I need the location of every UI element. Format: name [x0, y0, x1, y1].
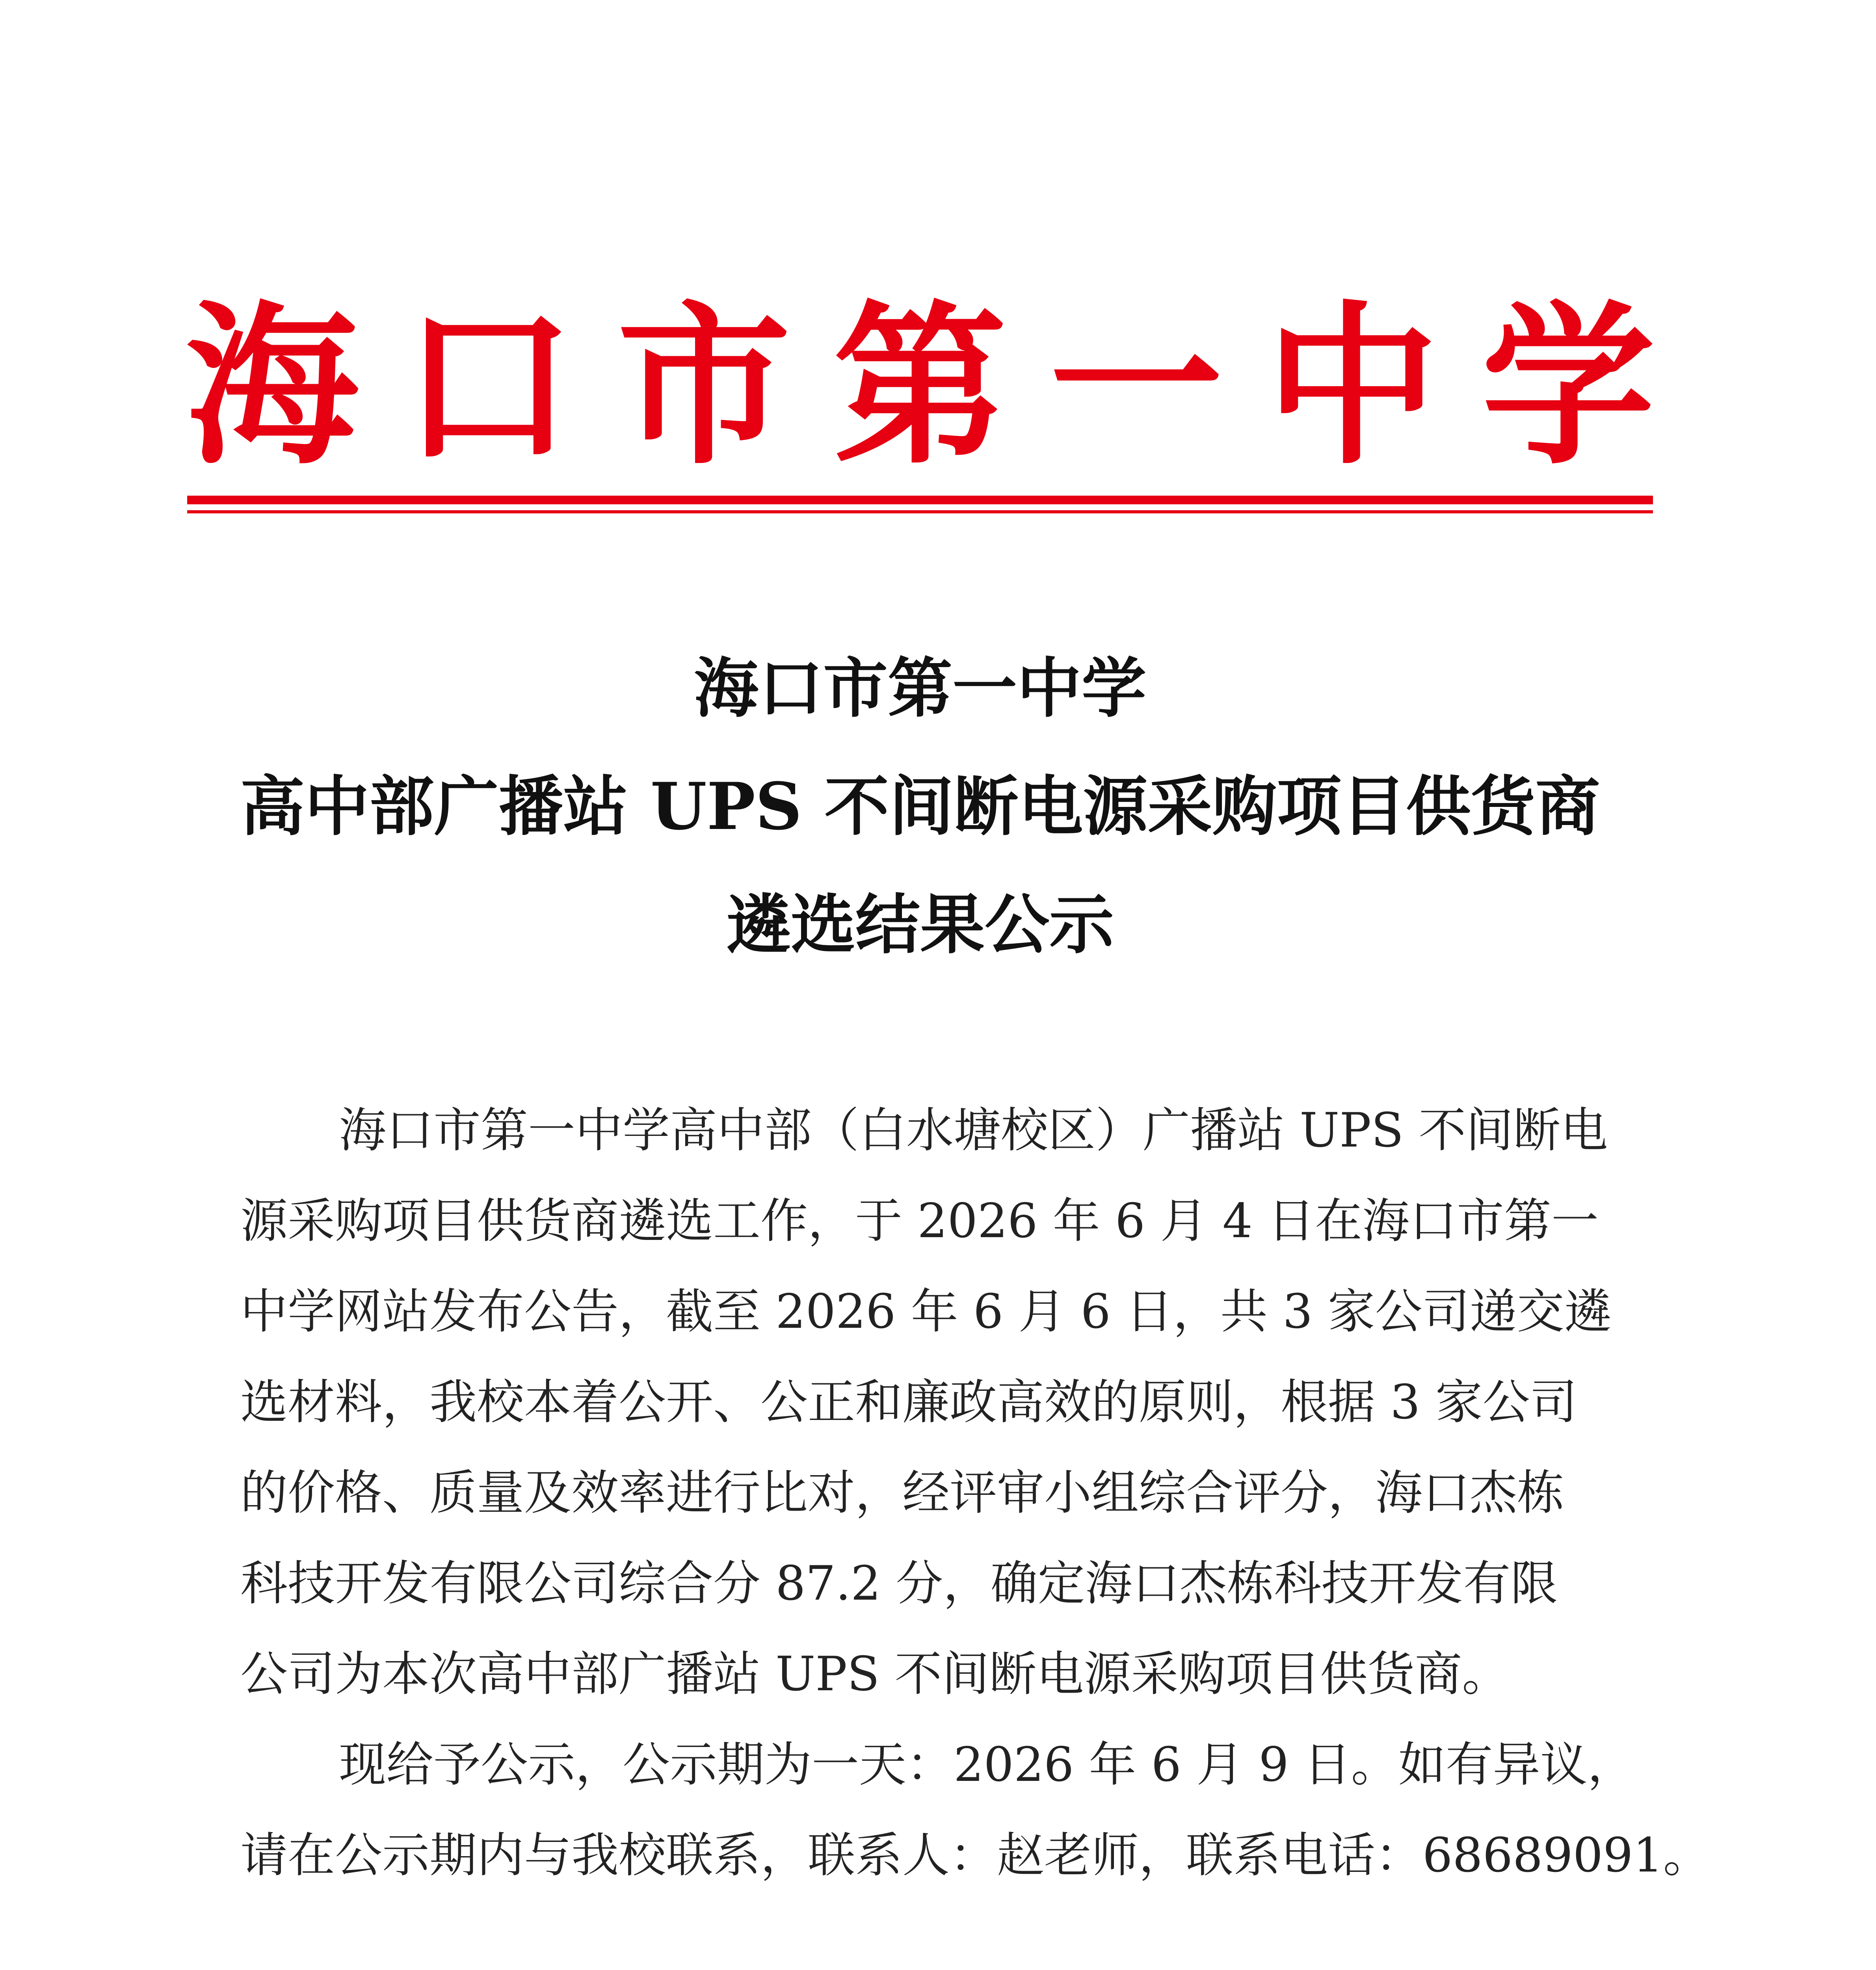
- letterhead-divider-thin: [187, 510, 1653, 513]
- body-line: 公司为本次高中部广播站 UPS 不间断电源采购项目供货商。: [240, 1647, 1510, 1702]
- letterhead-char: 口: [401, 284, 575, 488]
- letterhead-char: 学: [1481, 284, 1655, 488]
- body-line: 请在公示期内与我校联系，联系人：赵老师，联系电话：68689091。: [240, 1828, 1711, 1883]
- notice-title-line-1: 海口市第一中学: [694, 650, 1146, 726]
- letterhead-char: 一: [1049, 284, 1223, 488]
- notice-title-line-3: 遴选结果公示: [726, 886, 1114, 963]
- letterhead-divider-thick: [187, 496, 1653, 504]
- letterhead-char: 第: [833, 284, 1007, 488]
- body-line: 中学网站发布公告，截至 2026 年 6 月 6 日，共 3 家公司递交遴: [240, 1284, 1612, 1339]
- notice-title-line-2: 高中部广播站 UPS 不间断电源采购项目供货商: [240, 768, 1600, 844]
- body-line: 海口市第一中学高中部（白水塘校区）广播站 UPS 不间断电: [339, 1103, 1608, 1158]
- body-line: 源采购项目供货商遴选工作，于 2026 年 6 月 4 日在海口市第一: [240, 1194, 1599, 1249]
- body-line: 的价格、质量及效率进行比对，经评审小组综合评分，海口杰栋: [240, 1466, 1564, 1520]
- letterhead-char: 海: [185, 284, 359, 488]
- letterhead-char: 市: [617, 284, 791, 488]
- body-line: 选材料，我校本着公开、公正和廉政高效的原则，根据 3 家公司: [240, 1375, 1577, 1430]
- body-line: 现给予公示，公示期为一天：2026 年 6 月 9 日。如有异议，: [339, 1738, 1635, 1792]
- body-line: 科技开发有限公司综合分 87.2 分，确定海口杰栋科技开发有限: [240, 1556, 1558, 1611]
- letterhead: [185, 284, 1655, 489]
- letterhead-char: 中: [1265, 284, 1439, 488]
